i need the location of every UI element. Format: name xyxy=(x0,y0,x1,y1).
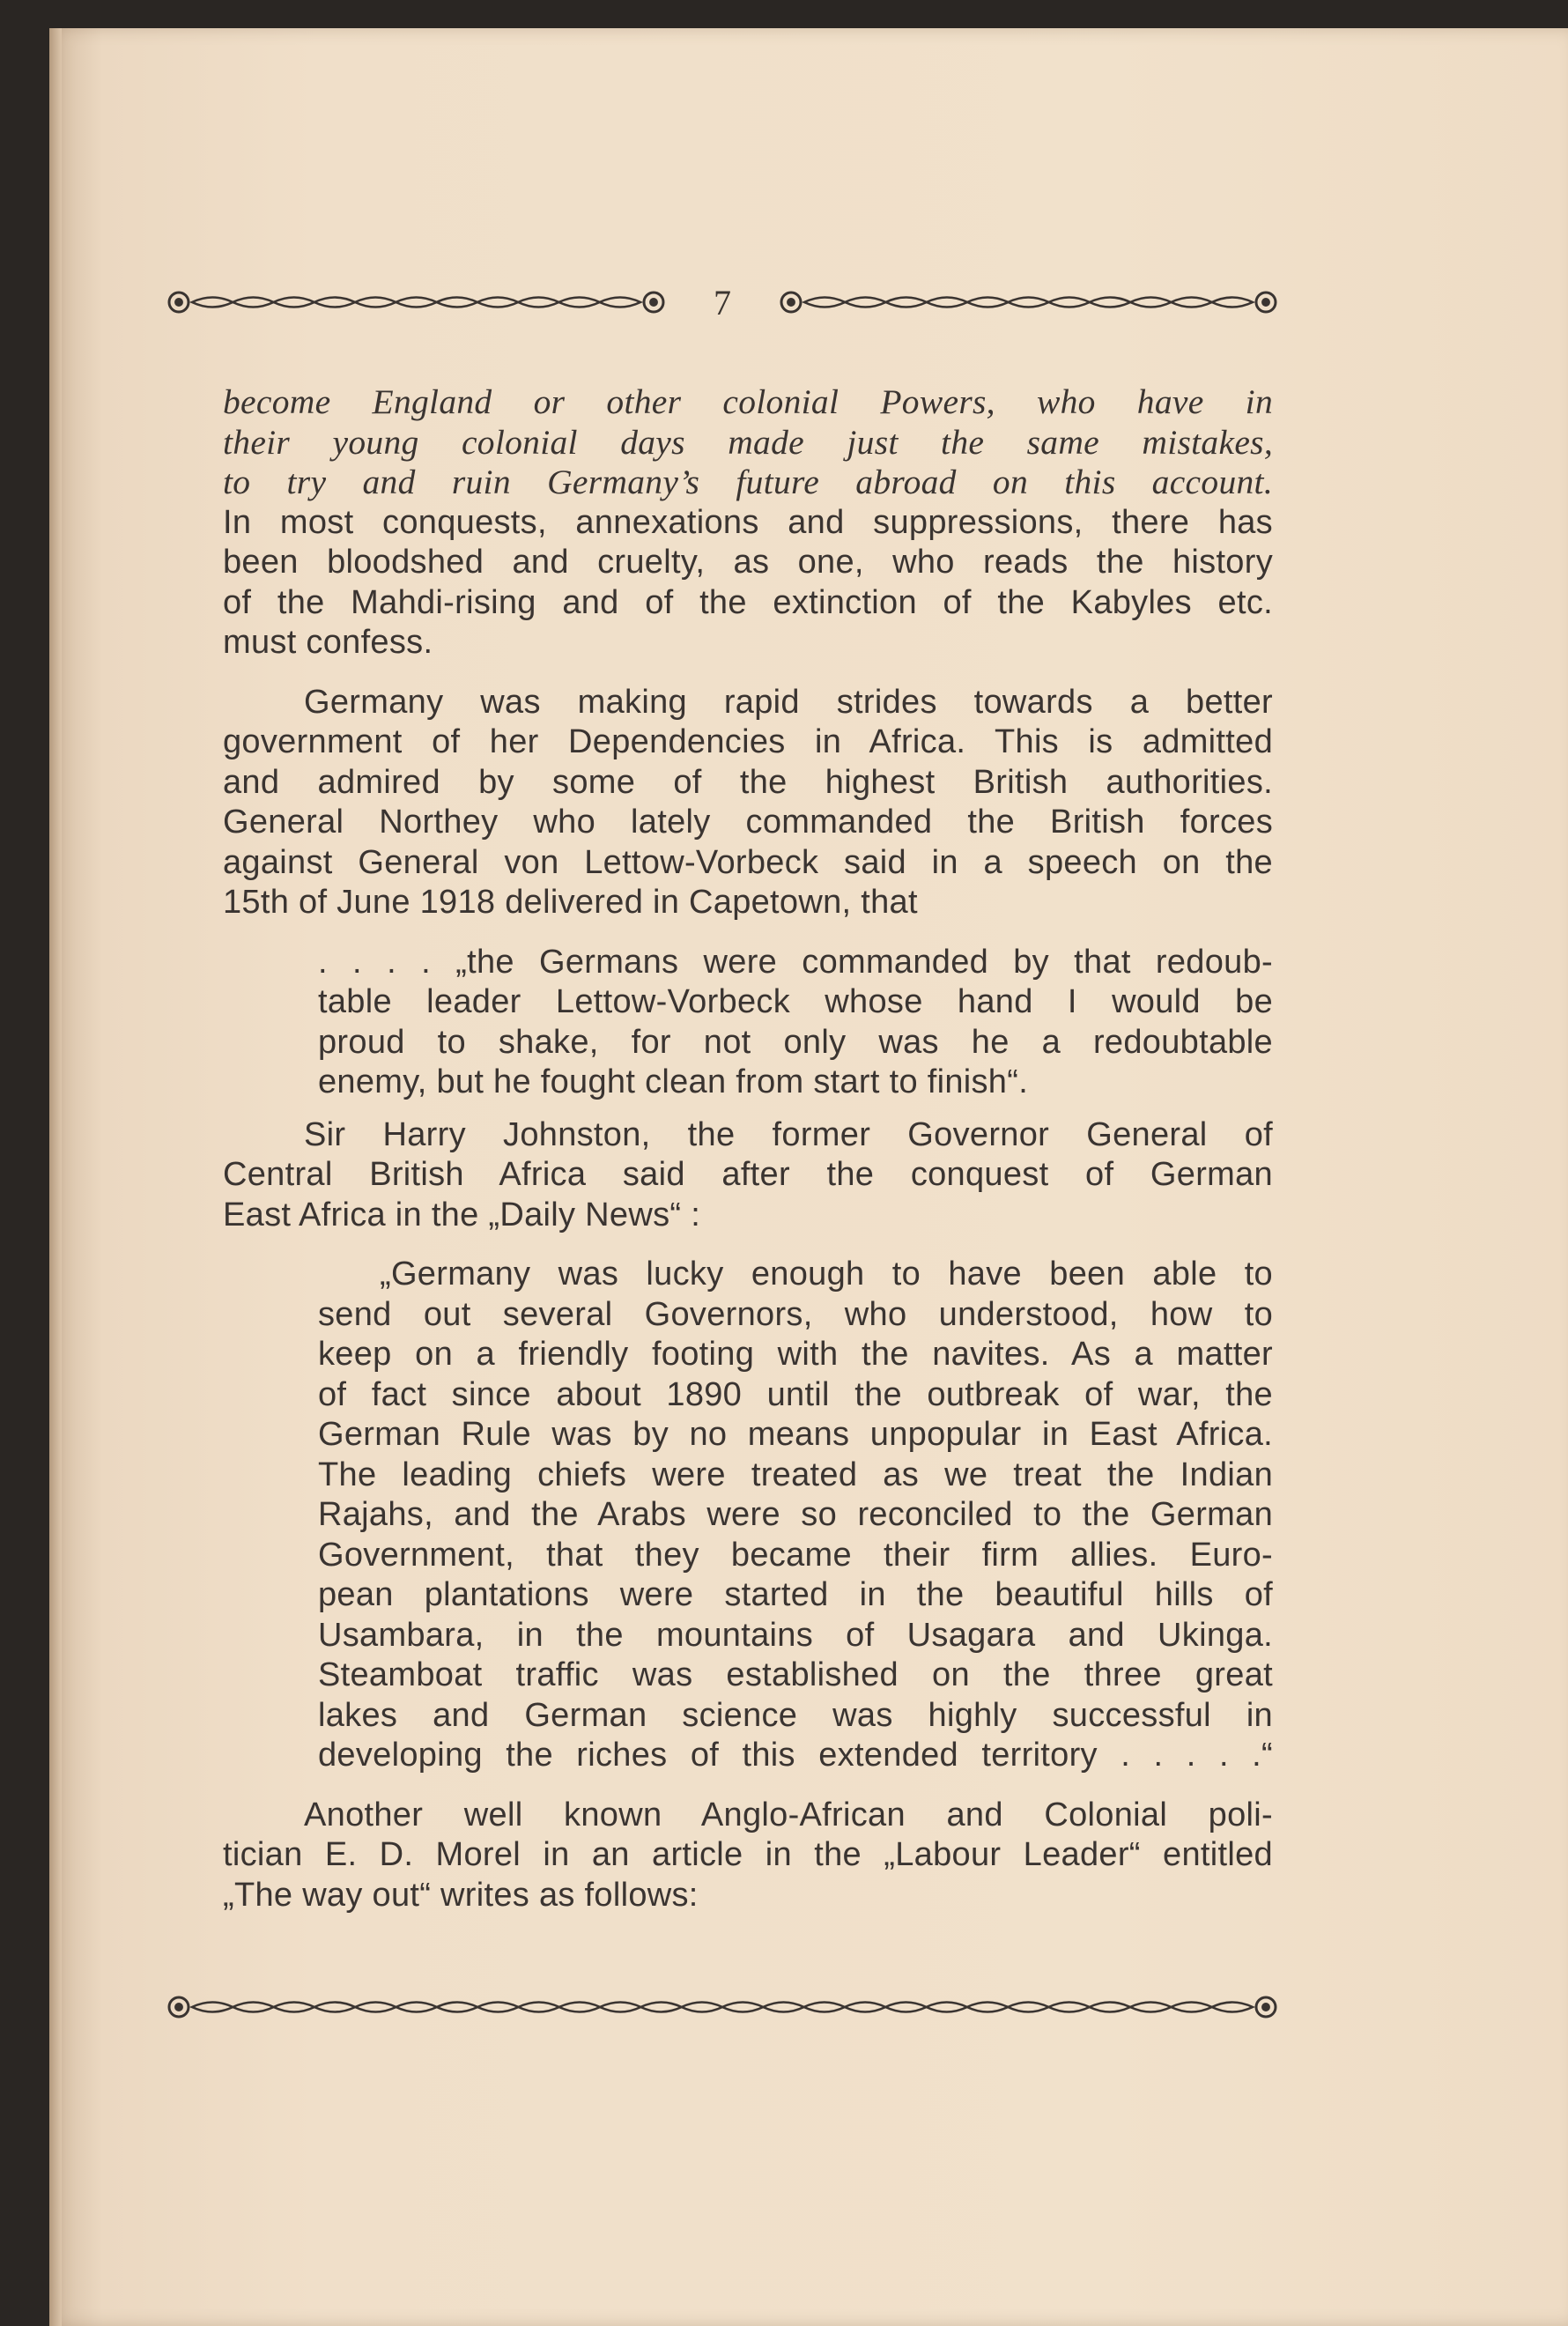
text-line: been bloodshed and cruelty, as one, who reads the history xyxy=(223,544,1273,581)
text-line: General Northey who lately commanded the British forces xyxy=(223,804,1273,841)
page-binding-edge xyxy=(49,28,62,2326)
text-line: must confess. xyxy=(223,624,433,661)
page-footer-ornament xyxy=(167,1989,1277,2025)
text-line: proud to shake, for not only was he a redoubtable xyxy=(318,1023,1273,1061)
text-line: The leading chiefs were treated as we treat the Indian xyxy=(318,1456,1273,1493)
page-number: 7 xyxy=(714,282,731,322)
text-line: enemy, but he fought clean from start to finish“. xyxy=(318,1063,1029,1100)
text-line: Usambara, in the mountains of Usagara and Ukinga. xyxy=(318,1616,1273,1654)
paragraph xyxy=(223,683,1273,923)
text-line: become England or other colonial Powers, who have in xyxy=(223,382,1273,421)
text-line: Government, that they became their firm allies. Euro- xyxy=(318,1536,1273,1574)
text-line: pean plantations were started in the beautiful hills of xyxy=(318,1576,1273,1613)
text-line: tician E. D. Morel in an article in the „Labour Leader“ entitled xyxy=(223,1836,1273,1873)
text-line: Steamboat traffic was established on the three great xyxy=(318,1656,1273,1693)
text-line: send out several Governors, who understood, how to xyxy=(318,1295,1273,1333)
text-line: Germany was making rapid strides towards a better xyxy=(304,683,1273,721)
text-line: „The way out“ writes as follows: xyxy=(223,1876,699,1914)
chain-ornament-icon xyxy=(780,285,1277,320)
paragraph xyxy=(223,1115,1273,1236)
text-line: lakes and German science was highly successful in xyxy=(318,1696,1273,1734)
text-line: of fact since about 1890 until the outbreak of war, the xyxy=(318,1375,1273,1413)
text-line: . . . . „the Germans were commanded by that redoub- xyxy=(318,943,1273,981)
text-line: their young colonial days made just the same mistakes, xyxy=(223,422,1273,462)
text-line: German Rule was by no means unpopular in East Africa. xyxy=(318,1416,1273,1453)
text-line: and admired by some of the highest British authorities. xyxy=(223,763,1273,801)
text-line: table leader Lettow-Vorbeck whose hand I would be xyxy=(318,983,1273,1020)
paragraph xyxy=(223,1796,1273,1916)
text-line: Another well known Anglo-African and Colonial poli- xyxy=(304,1796,1273,1833)
chain-ornament-icon xyxy=(167,285,665,320)
text-line: Rajahs, and the Arabs were so reconciled to the German xyxy=(318,1496,1273,1533)
text-line: to try and ruin Germany’s future abroad on this account. xyxy=(223,463,1273,501)
text-line: government of her Dependencies in Africa. This is admitted xyxy=(223,723,1273,760)
text-line: keep on a friendly footing with the navites. As a matter xyxy=(318,1336,1273,1373)
text-line: „Germany was lucky enough to have been able to xyxy=(380,1256,1273,1293)
text-line: Central British Africa said after the conquest of German xyxy=(223,1156,1273,1193)
text-line: developing the riches of this extended territory . . . . .“ xyxy=(318,1737,1273,1774)
block-quote xyxy=(318,943,1273,1103)
paragraph xyxy=(223,503,1273,663)
chain-ornament-icon xyxy=(167,1989,1277,2025)
text-line: East Africa in the „Daily News“ : xyxy=(223,1196,701,1233)
text-line: 15th of June 1918 delivered in Capetown, that xyxy=(223,884,918,921)
body-text xyxy=(223,382,1273,1915)
text-line: of the Mahdi-rising and of the extinction of the Kabyles etc. xyxy=(223,583,1273,621)
paragraph-italic xyxy=(223,382,1273,503)
block-quote xyxy=(318,1255,1273,1776)
text-line: In most conquests, annexations and suppressions, there has xyxy=(223,503,1273,541)
text-line: against General von Lettow-Vorbeck said in a speech on the xyxy=(223,843,1273,881)
page-header xyxy=(167,280,1277,324)
text-line: Sir Harry Johnston, the former Governor General of xyxy=(304,1115,1273,1153)
